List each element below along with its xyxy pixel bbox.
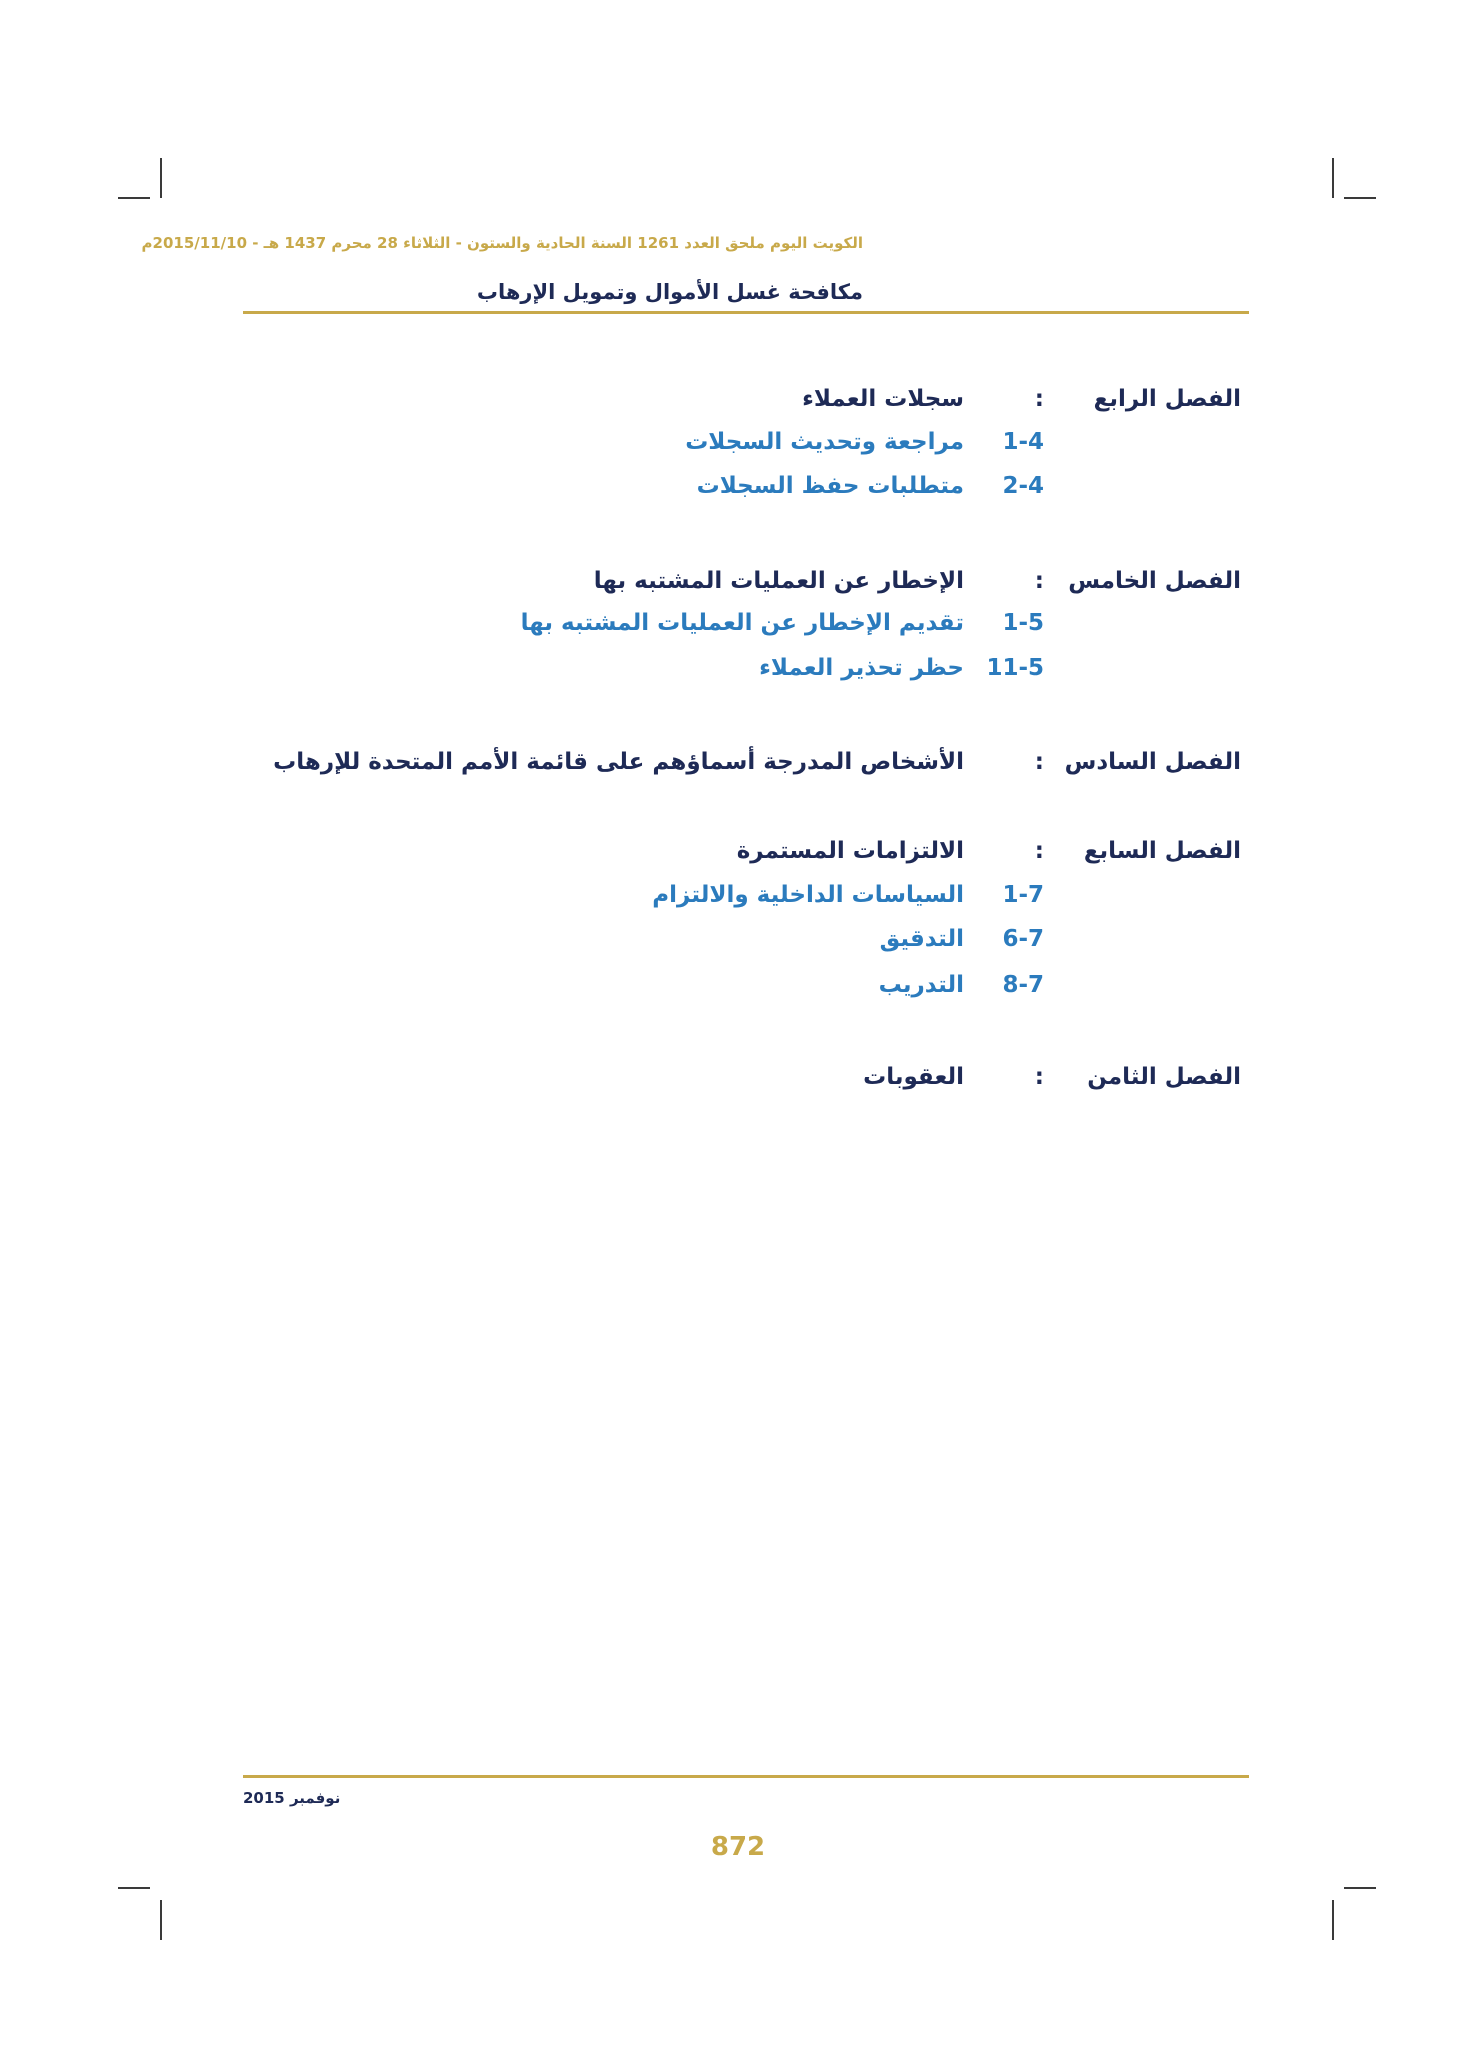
chapter-title: العقوبات [863,1064,964,1090]
footer-rule [243,1775,1249,1778]
chapter-separator: : [1034,568,1044,594]
table-of-contents [141,0,1249,2067]
crop-mark [1332,1900,1334,1940]
section-title: حظر تحذير العملاء [759,655,964,681]
chapter-separator: : [1034,386,1044,412]
toc-section-row [243,921,1249,957]
crop-mark [1332,158,1334,198]
toc-section-row [243,605,1249,641]
chapter-title: سجلات العملاء [802,386,964,412]
toc-section-row [243,877,1249,913]
section-title: متطلبات حفظ السجلات [696,473,964,499]
toc-chapter-row [243,381,1249,417]
crop-mark [118,1887,150,1889]
page-number: 872 [710,1832,766,1862]
chapter-separator: : [1034,749,1044,775]
section-number: 1-4 [1002,429,1044,455]
chapter-title: الأشخاص المدرجة أسماؤهم على قائمة الأمم المتحدة للإرهاب [273,749,964,775]
toc-section-row [243,967,1249,1003]
section-number: 1-7 [1002,882,1044,908]
section-title: التدقيق [879,926,964,952]
chapter-separator: : [1034,1064,1044,1090]
chapter-title: الإخطار عن العمليات المشتبه بها [593,568,964,594]
toc-chapter-row [243,563,1249,599]
chapter-separator: : [1034,838,1044,864]
section-title: مراجعة وتحديث السجلات [685,429,964,455]
section-number: 8-7 [1002,972,1044,998]
issue-line: الكويت اليوم ملحق العدد 1261 السنة الحادية والستون - الثلاثاء 28 محرم 1437 هـ - 2015/11/10م [141,234,863,252]
chapter-title: الالتزامات المستمرة [736,838,964,864]
toc-chapter-row [243,744,1249,780]
chapter-name: الفصل السابع [1083,838,1241,864]
toc-section-row [243,650,1249,686]
chapter-name: الفصل الخامس [1068,568,1241,594]
section-number: 11-5 [986,655,1044,681]
toc-section-row [243,424,1249,460]
document-title: مكافحة غسل الأموال وتمويل الإرهاب [476,280,863,304]
crop-mark [160,158,162,198]
chapter-name: الفصل الرابع [1093,386,1241,412]
section-number: 6-7 [1002,926,1044,952]
crop-mark [1344,197,1376,199]
section-title: تقديم الإخطار عن العمليات المشتبه بها [520,610,964,636]
section-title: التدريب [878,972,964,998]
section-number: 1-5 [1002,610,1044,636]
section-title: السياسات الداخلية والالتزام [652,882,964,908]
footer-date: نوفمبر 2015 [243,1789,341,1807]
toc-chapter-row [243,833,1249,869]
section-number: 2-4 [1002,473,1044,499]
chapter-name: الفصل السادس [1064,749,1241,775]
toc-chapter-row [243,1059,1249,1095]
crop-mark [1344,1887,1376,1889]
chapter-name: الفصل الثامن [1087,1064,1241,1090]
toc-section-row [243,468,1249,504]
crop-mark [118,197,150,199]
crop-mark [160,1900,162,1940]
